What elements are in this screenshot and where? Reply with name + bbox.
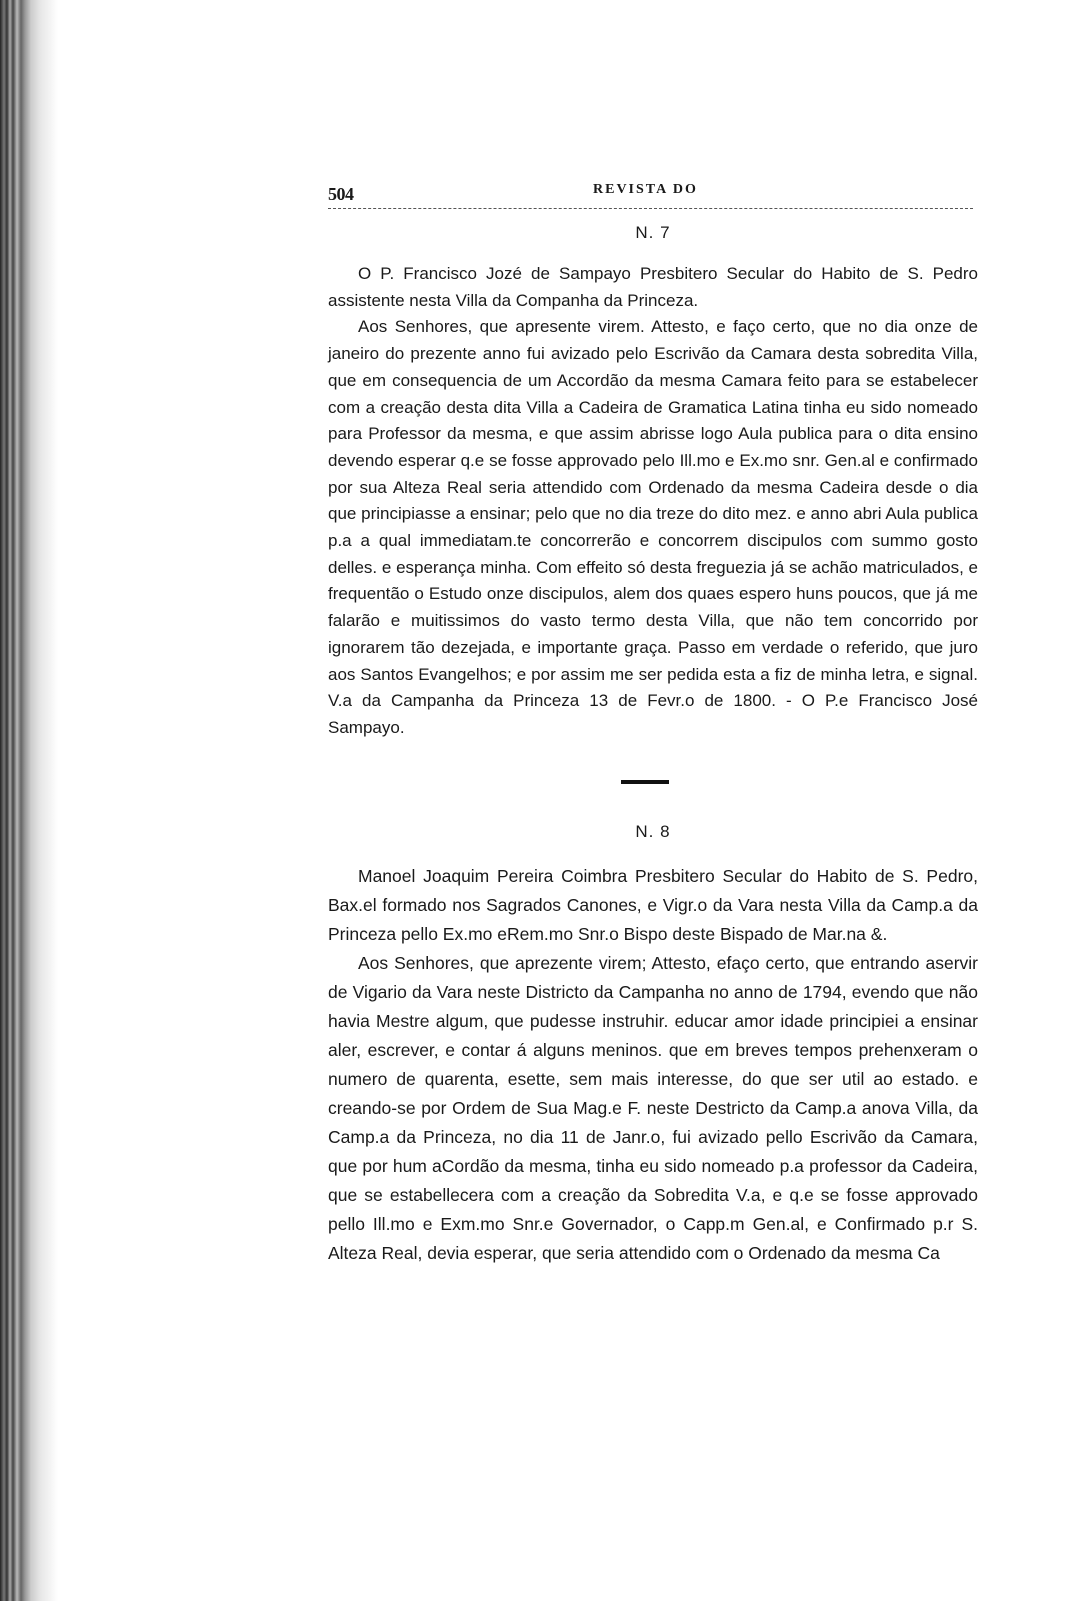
document-page	[328, 180, 978, 1268]
journal-title: REVISTA DO	[593, 182, 698, 197]
document-8-heading: Manoel Joaquim Pereira Coimbra Presbitero Secular do Habito de S. Pedro, Bax.el formado nos Sagrados Canones, e Vigr.o da Vara nesta Villa da Camp.a da Princeza pello Ex.mo eRem.mo Snr.o Bispo deste Bispado de Mar.na &.	[328, 865, 978, 944]
document-number-8: N. 8	[635, 821, 671, 841]
document-8-body: Aos Senhores, que aprezente virem; Attesto, efaço certo, que entrando aservir de Vigario da Vara neste Districto da Campanha no anno de 1794, evendo que não havia Mestre algum, que pudesse instruhir. educar amor idade principiei a ensinar aler, escrever, e contar á alguns meninos. que em breves tempos prehenxeram o numero de quarenta, esette, sem mais interesse, do que ser util ao estado. e creando-se por Ordem de Sua Mag.e F. neste Destricto da Camp.a anova Villa, da Camp.a da Princeza, no dia 11 de Janr.o, fui avizado pello Escrivão da Camara, que por hum aCordão da mesma, tinha eu sido nomeado p.a professor da Cadeira, que se estabellecera com a creação da Sobredita V.a, e q.e se fosse approvado pello Ill.mo e Exm.mo Snr.e Governador, o Capp.m Gen.al, e Confirmado p.r S. Alteza Real, devia esperar, que seria attendido com o Ordenado da mesma Ca	[328, 952, 978, 1263]
document-number-7: N. 7	[635, 223, 671, 242]
page-number: 504	[328, 184, 354, 204]
header-rule	[328, 208, 973, 209]
document-7-heading: O P. Francisco Jozé de Sampayo Presbitero Secular do Habito de S. Pedro assistente nesta Villa da Companha da Princeza.	[328, 264, 978, 310]
section-separator	[621, 780, 669, 784]
document-7-body: Aos Senhores, que apresente virem. Attesto, e faço certo, que no dia onze de janeiro do prezente anno fui avizado pelo Escrivão da Camara desta sobredita Villa, que em consequencia de um Accordão da mesma Camara feito para se estabelecer com a creação desta dita Villa a Cadeira de Gramatica Latina tinha eu sido nomeado para Professor da mesma, e que assim abrisse logo Aula publica para o dita ensino devendo esperar q.e se fosse approvado pelo Ill.mo e Ex.mo snr. Gen.al e confirmado por sua Alteza Real seria attendido com Ordenado da mesma Cadeira desde o dia que principiasse a ensinar; pelo que no dia treze do dito mez. e anno abri Aula publica p.a a qual immediatam.te concorrerão e concorrem discipulos com summo gosto delles. e esperança minha. Com effeito só desta freguezia já se achão matriculados, e frequentão o Estudo onze discipulos, alem dos quaes espero huns poucos, que já me falarão e muitissimos do vasto termo desta Villa, que não tem concorrido por ignorarem tão dezejada, e importante graça. Passo em verdade o referido, que juro aos Santos Evangelhos; e por assim me ser pedida esta a fiz de minha letra, e signal. V.a da Campanha da Princeza 13 de Fevr.o de 1800. - O P.e Francisco José Sampayo.	[328, 317, 978, 737]
scan-binding-edge	[0, 0, 60, 1601]
running-head	[328, 180, 978, 206]
